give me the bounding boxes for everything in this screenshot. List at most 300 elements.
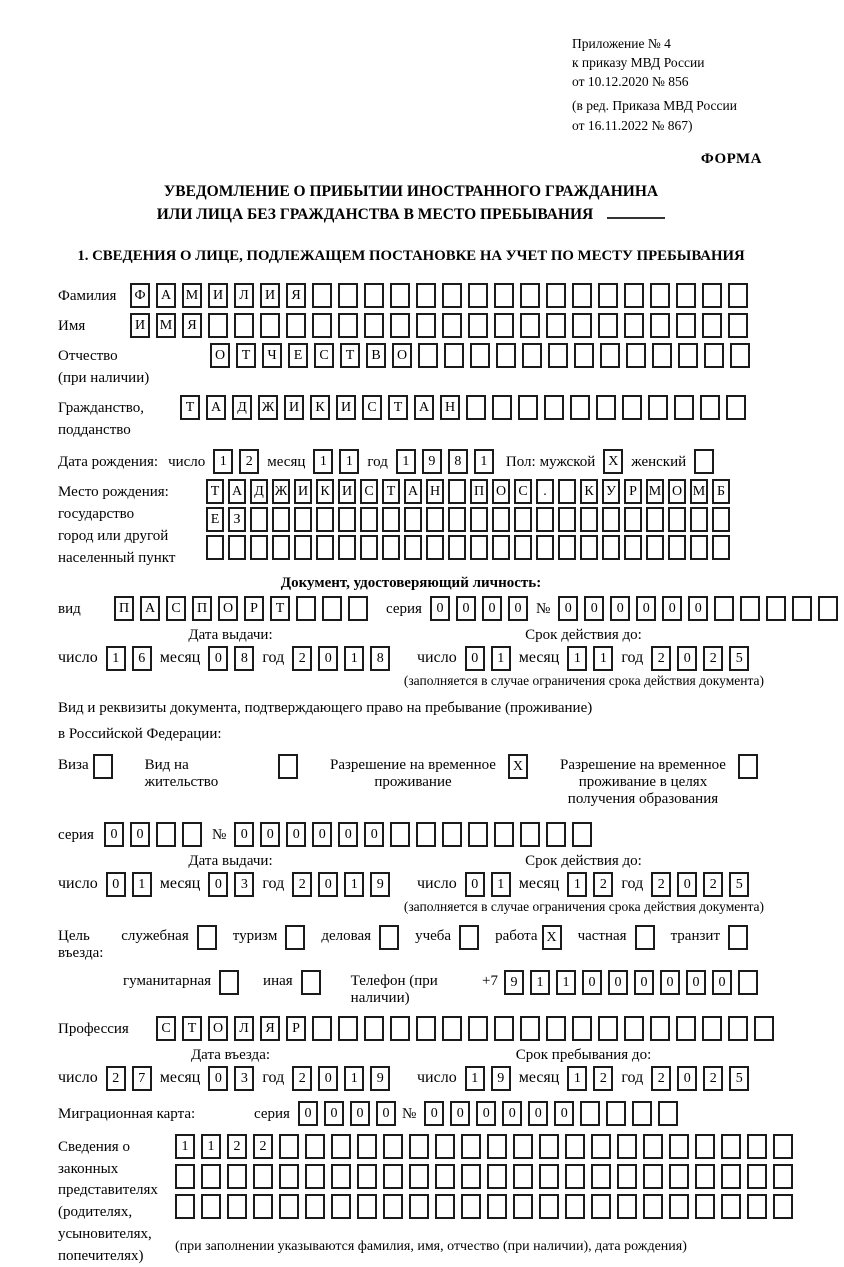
char-box[interactable] — [565, 1164, 585, 1189]
char-box[interactable]: Л — [234, 283, 254, 308]
char-box[interactable] — [331, 1134, 351, 1159]
char-box[interactable]: 0 — [208, 646, 228, 671]
char-box[interactable]: 0 — [450, 1101, 470, 1126]
char-box[interactable] — [409, 1164, 429, 1189]
char-box[interactable]: Т — [270, 596, 290, 621]
char-box[interactable]: А — [206, 395, 226, 420]
char-box[interactable]: О — [392, 343, 412, 368]
char-box[interactable]: М — [156, 313, 176, 338]
char-box[interactable] — [175, 1194, 195, 1219]
char-box[interactable] — [702, 1016, 722, 1041]
char-box[interactable] — [728, 283, 748, 308]
char-box[interactable] — [721, 1164, 741, 1189]
char-box[interactable] — [728, 313, 748, 338]
char-box[interactable]: 5 — [729, 646, 749, 671]
char-box[interactable] — [426, 535, 444, 560]
char-box[interactable] — [754, 1016, 774, 1041]
char-box[interactable]: Б — [712, 479, 730, 504]
char-box[interactable]: 0 — [634, 970, 654, 995]
char-box[interactable] — [624, 313, 644, 338]
char-box[interactable] — [565, 1194, 585, 1219]
char-box[interactable]: 0 — [582, 970, 602, 995]
char-box[interactable] — [539, 1134, 559, 1159]
char-box[interactable] — [572, 283, 592, 308]
char-box[interactable] — [492, 395, 512, 420]
char-box[interactable] — [574, 343, 594, 368]
char-box[interactable]: 0 — [476, 1101, 496, 1126]
char-box[interactable] — [536, 535, 554, 560]
char-box[interactable] — [598, 283, 618, 308]
char-box[interactable] — [390, 313, 410, 338]
char-box[interactable]: 0 — [584, 596, 604, 621]
char-box[interactable] — [773, 1194, 793, 1219]
char-box[interactable] — [272, 507, 290, 532]
char-box[interactable] — [487, 1134, 507, 1159]
char-box[interactable] — [622, 395, 642, 420]
char-box[interactable]: 2 — [253, 1134, 273, 1159]
char-box[interactable] — [558, 479, 576, 504]
char-box[interactable]: И — [338, 479, 356, 504]
char-box[interactable] — [316, 507, 334, 532]
char-box[interactable] — [617, 1194, 637, 1219]
char-box[interactable]: 2 — [227, 1134, 247, 1159]
char-box[interactable]: 1 — [567, 646, 587, 671]
char-box[interactable] — [632, 1101, 652, 1126]
char-box[interactable] — [518, 395, 538, 420]
char-box[interactable] — [416, 822, 436, 847]
char-box[interactable] — [702, 313, 722, 338]
char-box[interactable] — [558, 507, 576, 532]
char-box[interactable]: Ф — [130, 283, 150, 308]
char-box[interactable] — [466, 395, 486, 420]
char-box[interactable]: Т — [382, 479, 400, 504]
char-box[interactable] — [285, 925, 305, 950]
char-box[interactable] — [409, 1134, 429, 1159]
char-box[interactable] — [468, 822, 488, 847]
char-box[interactable]: 1 — [344, 872, 364, 897]
char-box[interactable]: Е — [206, 507, 224, 532]
char-box[interactable] — [250, 535, 268, 560]
char-box[interactable]: О — [492, 479, 510, 504]
char-box[interactable]: 1 — [344, 646, 364, 671]
char-box[interactable] — [492, 507, 510, 532]
char-box[interactable] — [219, 970, 239, 995]
char-box[interactable] — [360, 507, 378, 532]
char-box[interactable]: О — [210, 343, 230, 368]
char-box[interactable] — [468, 283, 488, 308]
char-box[interactable]: 0 — [312, 822, 332, 847]
char-box[interactable] — [357, 1164, 377, 1189]
char-box[interactable] — [558, 535, 576, 560]
char-box[interactable]: 0 — [502, 1101, 522, 1126]
char-box[interactable]: Т — [182, 1016, 202, 1041]
char-box[interactable]: 0 — [528, 1101, 548, 1126]
char-box[interactable]: X — [542, 925, 562, 950]
char-box[interactable]: X — [603, 449, 623, 474]
char-box[interactable] — [668, 507, 686, 532]
char-box[interactable]: 0 — [338, 822, 358, 847]
char-box[interactable]: К — [310, 395, 330, 420]
char-box[interactable] — [544, 395, 564, 420]
char-box[interactable]: Я — [182, 313, 202, 338]
char-box[interactable]: Д — [232, 395, 252, 420]
char-box[interactable] — [730, 343, 750, 368]
char-box[interactable] — [435, 1194, 455, 1219]
char-box[interactable] — [570, 395, 590, 420]
char-box[interactable]: 1 — [530, 970, 550, 995]
char-box[interactable]: 0 — [508, 596, 528, 621]
char-box[interactable] — [738, 970, 758, 995]
char-box[interactable]: 0 — [424, 1101, 444, 1126]
char-box[interactable]: О — [668, 479, 686, 504]
char-box[interactable] — [669, 1194, 689, 1219]
char-box[interactable] — [156, 822, 176, 847]
char-box[interactable] — [602, 535, 620, 560]
char-box[interactable] — [470, 507, 488, 532]
char-box[interactable]: 0 — [636, 596, 656, 621]
char-box[interactable] — [448, 507, 466, 532]
char-box[interactable] — [338, 313, 358, 338]
char-box[interactable]: Т — [388, 395, 408, 420]
char-box[interactable] — [643, 1134, 663, 1159]
char-box[interactable] — [513, 1164, 533, 1189]
char-box[interactable] — [773, 1164, 793, 1189]
char-box[interactable]: 2 — [703, 872, 723, 897]
char-box[interactable]: Л — [234, 1016, 254, 1041]
char-box[interactable]: 1 — [175, 1134, 195, 1159]
char-box[interactable]: П — [470, 479, 488, 504]
char-box[interactable]: 8 — [448, 449, 468, 474]
char-box[interactable] — [468, 1016, 488, 1041]
char-box[interactable]: Р — [286, 1016, 306, 1041]
char-box[interactable]: Ж — [258, 395, 278, 420]
char-box[interactable]: 2 — [292, 872, 312, 897]
char-box[interactable]: 0 — [318, 646, 338, 671]
char-box[interactable]: 1 — [132, 872, 152, 897]
char-box[interactable]: 9 — [491, 1066, 511, 1091]
char-box[interactable] — [520, 1016, 540, 1041]
char-box[interactable]: 0 — [234, 822, 254, 847]
char-box[interactable] — [182, 822, 202, 847]
char-box[interactable] — [487, 1194, 507, 1219]
char-box[interactable] — [416, 313, 436, 338]
char-box[interactable] — [546, 313, 566, 338]
char-box[interactable] — [580, 507, 598, 532]
char-box[interactable]: 0 — [350, 1101, 370, 1126]
char-box[interactable] — [695, 1194, 715, 1219]
char-box[interactable] — [514, 535, 532, 560]
char-box[interactable] — [695, 1134, 715, 1159]
char-box[interactable] — [197, 925, 217, 950]
char-box[interactable]: 1 — [313, 449, 333, 474]
char-box[interactable] — [448, 479, 466, 504]
char-box[interactable] — [404, 507, 422, 532]
char-box[interactable] — [279, 1134, 299, 1159]
char-box[interactable] — [227, 1164, 247, 1189]
char-box[interactable]: Т — [206, 479, 224, 504]
char-box[interactable] — [650, 1016, 670, 1041]
char-box[interactable]: 1 — [556, 970, 576, 995]
char-box[interactable] — [253, 1164, 273, 1189]
char-box[interactable] — [286, 313, 306, 338]
char-box[interactable] — [580, 535, 598, 560]
char-box[interactable]: И — [336, 395, 356, 420]
char-box[interactable]: И — [260, 283, 280, 308]
char-box[interactable] — [694, 449, 714, 474]
char-box[interactable] — [721, 1194, 741, 1219]
char-box[interactable]: Н — [426, 479, 444, 504]
char-box[interactable]: 2 — [651, 1066, 671, 1091]
char-box[interactable]: В — [366, 343, 386, 368]
char-box[interactable] — [650, 313, 670, 338]
char-box[interactable] — [513, 1194, 533, 1219]
char-box[interactable] — [487, 1164, 507, 1189]
char-box[interactable] — [338, 283, 358, 308]
char-box[interactable]: 1 — [491, 646, 511, 671]
char-box[interactable] — [565, 1134, 585, 1159]
char-box[interactable]: З — [228, 507, 246, 532]
char-box[interactable] — [322, 596, 342, 621]
char-box[interactable]: С — [166, 596, 186, 621]
char-box[interactable]: 0 — [456, 596, 476, 621]
char-box[interactable]: Ч — [262, 343, 282, 368]
char-box[interactable] — [492, 535, 510, 560]
char-box[interactable] — [572, 313, 592, 338]
char-box[interactable] — [598, 1016, 618, 1041]
char-box[interactable] — [546, 283, 566, 308]
char-box[interactable] — [312, 283, 332, 308]
char-box[interactable] — [494, 822, 514, 847]
char-box[interactable] — [546, 822, 566, 847]
char-box[interactable] — [646, 535, 664, 560]
char-box[interactable] — [596, 395, 616, 420]
char-box[interactable] — [702, 283, 722, 308]
char-box[interactable]: 0 — [376, 1101, 396, 1126]
char-box[interactable]: Р — [244, 596, 264, 621]
char-box[interactable] — [93, 754, 113, 779]
char-box[interactable] — [448, 535, 466, 560]
char-box[interactable] — [416, 283, 436, 308]
char-box[interactable]: 1 — [201, 1134, 221, 1159]
char-box[interactable]: Е — [288, 343, 308, 368]
char-box[interactable] — [426, 507, 444, 532]
char-box[interactable]: Т — [236, 343, 256, 368]
char-box[interactable] — [305, 1134, 325, 1159]
char-box[interactable] — [272, 535, 290, 560]
char-box[interactable]: 1 — [344, 1066, 364, 1091]
char-box[interactable] — [669, 1134, 689, 1159]
char-box[interactable] — [301, 970, 321, 995]
char-box[interactable] — [520, 822, 540, 847]
char-box[interactable]: 1 — [465, 1066, 485, 1091]
char-box[interactable] — [721, 1134, 741, 1159]
char-box[interactable] — [704, 343, 724, 368]
char-box[interactable]: О — [218, 596, 238, 621]
char-box[interactable]: И — [208, 283, 228, 308]
char-box[interactable]: 0 — [554, 1101, 574, 1126]
char-box[interactable] — [435, 1134, 455, 1159]
char-box[interactable]: 1 — [567, 872, 587, 897]
char-box[interactable] — [382, 535, 400, 560]
char-box[interactable] — [676, 1016, 696, 1041]
char-box[interactable] — [442, 1016, 462, 1041]
char-box[interactable]: 0 — [298, 1101, 318, 1126]
char-box[interactable] — [572, 822, 592, 847]
char-box[interactable] — [600, 343, 620, 368]
char-box[interactable]: 5 — [729, 872, 749, 897]
char-box[interactable]: 9 — [370, 1066, 390, 1091]
char-box[interactable] — [228, 535, 246, 560]
char-box[interactable] — [348, 596, 368, 621]
char-box[interactable] — [738, 754, 758, 779]
char-box[interactable]: Р — [624, 479, 642, 504]
char-box[interactable]: 2 — [703, 1066, 723, 1091]
char-box[interactable]: 0 — [677, 872, 697, 897]
char-box[interactable]: 0 — [482, 596, 502, 621]
char-box[interactable] — [364, 283, 384, 308]
char-box[interactable] — [514, 507, 532, 532]
char-box[interactable] — [305, 1164, 325, 1189]
char-box[interactable] — [513, 1134, 533, 1159]
char-box[interactable] — [379, 925, 399, 950]
char-box[interactable]: А — [414, 395, 434, 420]
char-box[interactable] — [646, 507, 664, 532]
char-box[interactable]: 2 — [703, 646, 723, 671]
char-box[interactable]: Т — [340, 343, 360, 368]
char-box[interactable]: 0 — [364, 822, 384, 847]
char-box[interactable]: С — [314, 343, 334, 368]
char-box[interactable] — [409, 1194, 429, 1219]
char-box[interactable]: 2 — [106, 1066, 126, 1091]
char-box[interactable] — [624, 283, 644, 308]
char-box[interactable] — [494, 313, 514, 338]
char-box[interactable]: С — [156, 1016, 176, 1041]
char-box[interactable] — [461, 1194, 481, 1219]
char-box[interactable]: . — [536, 479, 554, 504]
char-box[interactable] — [404, 535, 422, 560]
char-box[interactable]: 0 — [260, 822, 280, 847]
char-box[interactable] — [312, 313, 332, 338]
char-box[interactable] — [626, 343, 646, 368]
char-box[interactable] — [279, 1164, 299, 1189]
char-box[interactable] — [294, 535, 312, 560]
char-box[interactable]: Д — [250, 479, 268, 504]
char-box[interactable] — [678, 343, 698, 368]
char-box[interactable]: А — [140, 596, 160, 621]
char-box[interactable] — [253, 1194, 273, 1219]
char-box[interactable] — [714, 596, 734, 621]
char-box[interactable]: М — [646, 479, 664, 504]
char-box[interactable] — [690, 507, 708, 532]
char-box[interactable] — [201, 1164, 221, 1189]
char-box[interactable] — [726, 395, 746, 420]
char-box[interactable] — [316, 535, 334, 560]
char-box[interactable] — [674, 395, 694, 420]
char-box[interactable] — [279, 1194, 299, 1219]
char-box[interactable] — [416, 1016, 436, 1041]
char-box[interactable] — [390, 1016, 410, 1041]
char-box[interactable] — [818, 596, 838, 621]
char-box[interactable]: 5 — [729, 1066, 749, 1091]
char-box[interactable]: 0 — [712, 970, 732, 995]
char-box[interactable] — [635, 925, 655, 950]
char-box[interactable] — [536, 507, 554, 532]
char-box[interactable]: 9 — [422, 449, 442, 474]
char-box[interactable]: 0 — [688, 596, 708, 621]
char-box[interactable]: 1 — [396, 449, 416, 474]
char-box[interactable] — [690, 535, 708, 560]
char-box[interactable] — [676, 313, 696, 338]
char-box[interactable]: С — [362, 395, 382, 420]
char-box[interactable]: 1 — [491, 872, 511, 897]
char-box[interactable]: Т — [180, 395, 200, 420]
char-box[interactable] — [494, 1016, 514, 1041]
char-box[interactable] — [624, 507, 642, 532]
char-box[interactable]: 0 — [318, 872, 338, 897]
char-box[interactable] — [338, 1016, 358, 1041]
char-box[interactable] — [652, 343, 672, 368]
char-box[interactable]: М — [182, 283, 202, 308]
char-box[interactable] — [773, 1134, 793, 1159]
char-box[interactable]: Я — [286, 283, 306, 308]
char-box[interactable] — [459, 925, 479, 950]
char-box[interactable] — [572, 1016, 592, 1041]
char-box[interactable] — [580, 1101, 600, 1126]
char-box[interactable] — [305, 1194, 325, 1219]
char-box[interactable]: И — [284, 395, 304, 420]
char-box[interactable]: А — [228, 479, 246, 504]
char-box[interactable] — [669, 1164, 689, 1189]
char-box[interactable] — [792, 596, 812, 621]
char-box[interactable] — [617, 1134, 637, 1159]
char-box[interactable]: Я — [260, 1016, 280, 1041]
char-box[interactable] — [364, 1016, 384, 1041]
char-box[interactable] — [442, 313, 462, 338]
char-box[interactable]: 0 — [430, 596, 450, 621]
char-box[interactable] — [208, 313, 228, 338]
char-box[interactable] — [294, 507, 312, 532]
char-box[interactable] — [338, 535, 356, 560]
char-box[interactable] — [360, 535, 378, 560]
char-box[interactable] — [712, 535, 730, 560]
char-box[interactable]: 0 — [106, 872, 126, 897]
char-box[interactable] — [201, 1194, 221, 1219]
char-box[interactable]: 2 — [292, 646, 312, 671]
char-box[interactable] — [747, 1194, 767, 1219]
char-box[interactable] — [522, 343, 542, 368]
char-box[interactable]: А — [404, 479, 422, 504]
char-box[interactable]: 2 — [651, 646, 671, 671]
char-box[interactable] — [648, 395, 668, 420]
char-box[interactable] — [418, 343, 438, 368]
char-box[interactable] — [766, 596, 786, 621]
char-box[interactable] — [606, 1101, 626, 1126]
char-box[interactable] — [435, 1164, 455, 1189]
char-box[interactable] — [668, 535, 686, 560]
char-box[interactable] — [591, 1194, 611, 1219]
char-box[interactable] — [520, 283, 540, 308]
char-box[interactable] — [470, 535, 488, 560]
char-box[interactable] — [539, 1194, 559, 1219]
char-box[interactable] — [643, 1194, 663, 1219]
char-box[interactable]: П — [192, 596, 212, 621]
char-box[interactable]: К — [316, 479, 334, 504]
char-box[interactable] — [357, 1194, 377, 1219]
char-box[interactable] — [650, 283, 670, 308]
char-box[interactable]: 3 — [234, 872, 254, 897]
char-box[interactable]: 0 — [686, 970, 706, 995]
char-box[interactable] — [695, 1164, 715, 1189]
